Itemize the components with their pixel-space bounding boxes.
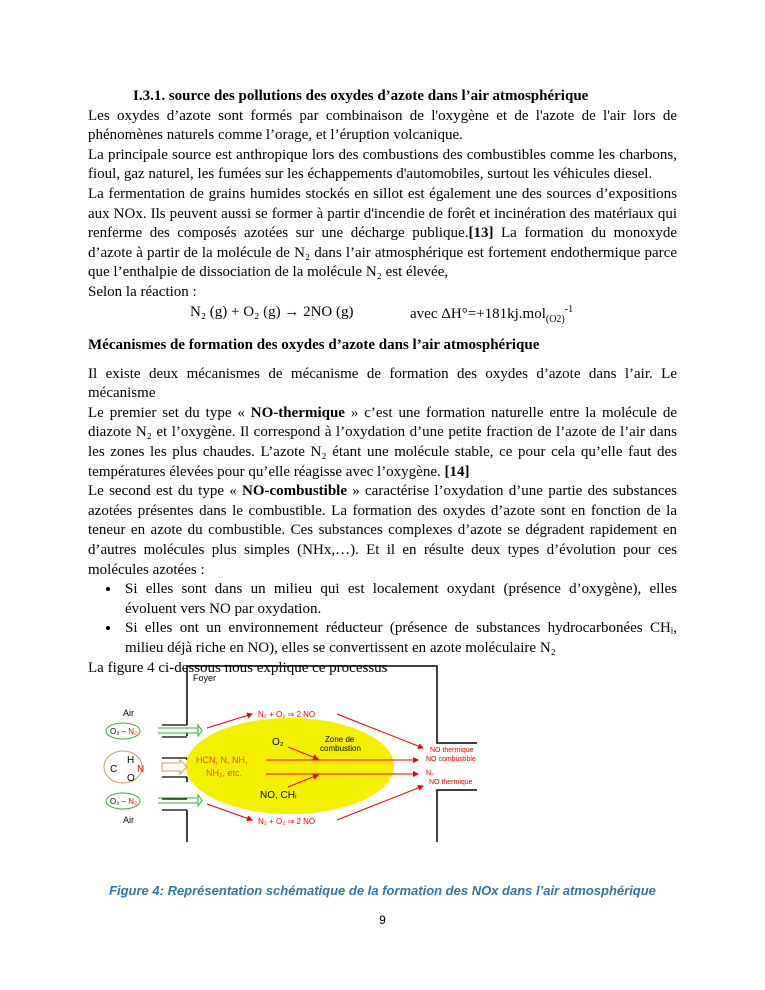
paragraph: La principale source est anthropique lors des combustions des combustibles comme les charbons, fioul, gaz naturel, les fumées sur les échappements d'automobiles, surtout les véhicules diesel. [88, 146, 677, 183]
reference: [13] [468, 225, 494, 242]
enthalpy [410, 304, 573, 325]
equation: N₂ (g) + O₂ (g) → 2NO (g) [190, 304, 354, 320]
section-text [88, 87, 677, 303]
output-label: NO combustible [426, 756, 476, 763]
no-ch-label: NO, CHᵢ [260, 790, 297, 801]
air-label: Air [123, 815, 134, 825]
nox-formation-diagram [90, 660, 570, 842]
text: avec ΔH°=+181kj.mol [410, 306, 546, 322]
text: » caractérise l’oxydation d’une partie des substances azotées présentes dans le combustible. La formation des oxydes d’azote sont en fonction de la teneur en azote du combustible. Ces substances complexes d’azote se dégradent rapidement en d’autres molécules plus simples (NHx,…). Et il en résulte deux types d’évolution pour ces molécules azotées : [88, 483, 677, 578]
paragraph [88, 404, 677, 482]
bullet-list [88, 580, 677, 658]
o2-n2-label: O₂ – N₂ [110, 797, 138, 806]
figure-caption: Figure 4: Représentation schématique de la formation des NOx dans l’air atmosphérique [109, 883, 656, 898]
text: Le second est du type « [88, 483, 242, 500]
text: C [110, 764, 118, 775]
paragraph: La figure 4 ci-dessous nous explique ce processus [88, 659, 388, 676]
paragraph: Selon la réaction : [88, 283, 197, 300]
text: La fermentation de grains humides stockés en sillot est également une des sources d’expositions aux NOx. Ils peuvent aussi se former à partir d'incendie de forêt et incinération des matériaux qui renferme des composés azotées sur une décharge publique. [88, 185, 677, 242]
o2-n2-label: O₂ – N₂ [110, 727, 138, 736]
text: O [127, 773, 135, 784]
text: (O2) [545, 314, 565, 325]
foyer-label: Foyer [193, 673, 217, 683]
section-heading: I.3.1. source des pollutions des oxydes d’azote dans l’air atmosphérique [133, 88, 589, 104]
text: -1 [564, 304, 574, 315]
air-label: Air [123, 708, 134, 718]
output-label: NO thermique [429, 779, 473, 786]
output-label: N₂ [426, 770, 434, 777]
paragraph: Les oxydes d’azote sont formés par combinaison de l'oxygène et de l'azote de l'air lors de phénomènes naturels comme l’orage, et l’éruption volcanique. [88, 107, 677, 144]
fuel-flow-arrow [162, 760, 187, 774]
paragraph [88, 185, 677, 283]
paragraph: Il existe deux mécanismes de mécanisme de formation des oxydes d’azote dans l’air. Le mécanisme [88, 365, 677, 402]
hcn-label: HCN, N, NH, [196, 755, 248, 765]
page-number: 9 [379, 913, 386, 927]
zone-label: combustion [320, 744, 361, 753]
paragraph [88, 482, 677, 580]
nh2-label: NH₂, etc. [206, 768, 242, 778]
text: NO-combustible [242, 483, 347, 500]
reference: [14] [444, 463, 470, 480]
text: NO-thermique [250, 404, 345, 421]
text: Le premier set du type « [88, 404, 251, 421]
zone-label: Zone de [325, 735, 355, 744]
list-item: • Si elles ont un environnement réducteur (présence de substances hydrocarbonées CHᵢ, milieu déjà riche en NO), elles se convertissent en azote moléculaire N₂ [121, 619, 677, 658]
text: H [127, 755, 135, 766]
reaction-bottom: N₂ + O₂ ⇒ 2 NO [258, 817, 316, 826]
text: La formation du monoxyde d’azote à partir de la molécule de N₂ dans l’air atmosphérique est fortement endothermique parce que l’enthalpie de dissociation de la molécule N₂ est élevée, [88, 225, 677, 281]
section-heading: Mécanismes de formation des oxydes d’azote dans l’air atmosphérique [88, 337, 540, 353]
reaction-top: N₂ + O₂ ⇒ 2 NO [258, 710, 316, 719]
list-item: • Si elles sont dans un milieu qui est localement oxydant (présence d’oxygène), elles évoluent vers NO par oxydation. [121, 580, 677, 619]
text: N [137, 764, 145, 775]
text: » c’est une formation naturelle entre la molécule de diazote N₂ et l’oxygène. Il correspond à l’oxydation d’une petite fraction de l’azote de l’air dans les zones les plus chaudes. L’azote N₂ étant une molécule stable, ce pour cela qu’elle faut des températures élevées pour qu’elle réagisse avec l’oxygène. [88, 404, 677, 480]
section-text-2 [88, 336, 677, 678]
output-label: NO thermique [430, 747, 474, 754]
o2-label: O₂ [272, 737, 284, 748]
